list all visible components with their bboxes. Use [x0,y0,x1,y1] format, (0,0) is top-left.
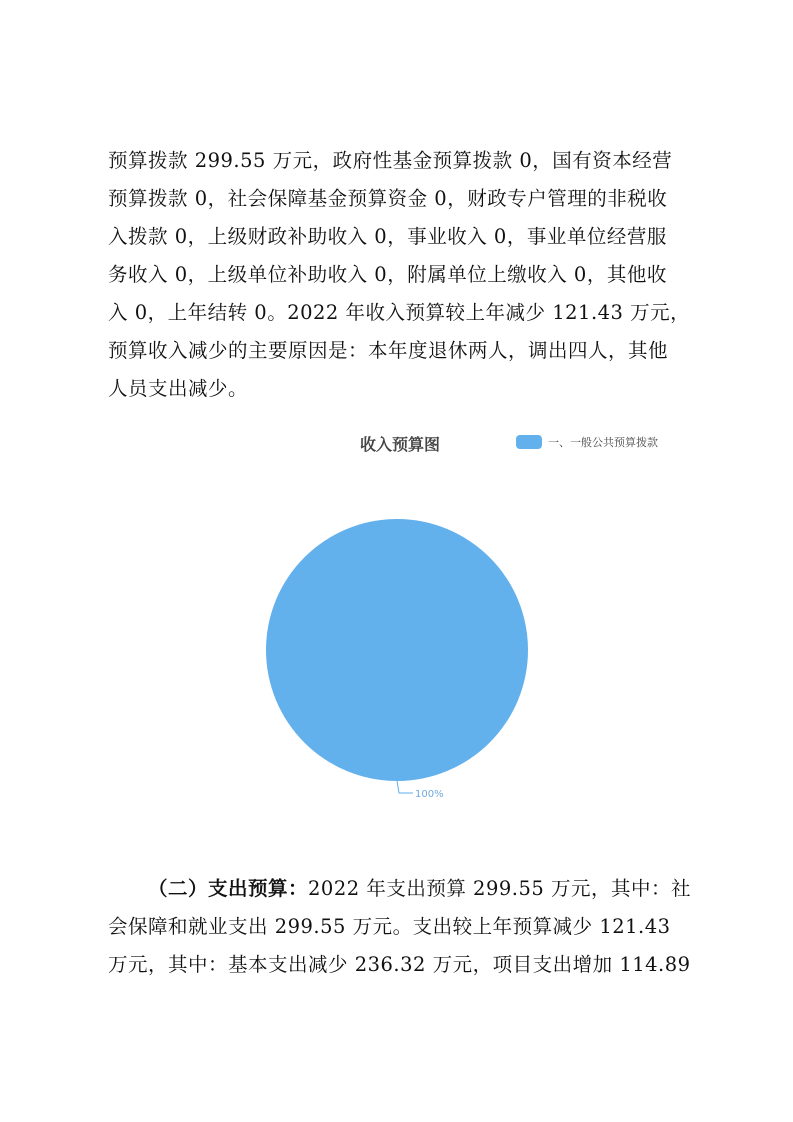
text-line: 入 0，上年结转 0。2022 年收入预算较上年减少 121.43 万元， [108,301,691,324]
expenditure-paragraph [108,870,698,984]
chart-legend [516,434,658,450]
text-line: 务收入 0，上级单位补助收入 0，附属单位上缴收入 0，其他收 [108,263,667,286]
section-heading: （二）支出预算： [148,877,309,900]
legend-swatch [516,435,542,449]
pie-chart [240,500,560,810]
text-segment: 2022 年支出预算 299.55 万元，其中：社 [308,877,691,900]
text-line: 预算拨款 299.55 万元，政府性基金预算拨款 0，国有资本经营 [108,149,673,172]
text-line: 万元，其中：基本支出减少 236.32 万元，项目支出增加 114.89 [108,953,691,976]
legend-label: 一、一般公共预算拨款 [548,436,658,449]
pie-slice [266,519,528,781]
text-line: 入拨款 0，上级财政补助收入 0，事业收入 0，事业单位经营服 [108,225,667,248]
text-line [108,870,698,908]
text-line: 预算拨款 0，社会保障基金预算资金 0，财政专户管理的非税收 [108,187,668,210]
label-leader-line [397,781,413,793]
income-paragraph [108,142,698,408]
text-line: 人员支出减少。 [108,377,249,400]
pie-data-label: 100% [415,789,444,800]
chart-title: 收入预算图 [359,435,440,454]
text-line: 会保障和就业支出 299.55 万元。支出较上年预算减少 121.43 [108,915,671,938]
text-line: 预算收入减少的主要原因是：本年度退休两人，调出四人，其他 [108,339,669,362]
